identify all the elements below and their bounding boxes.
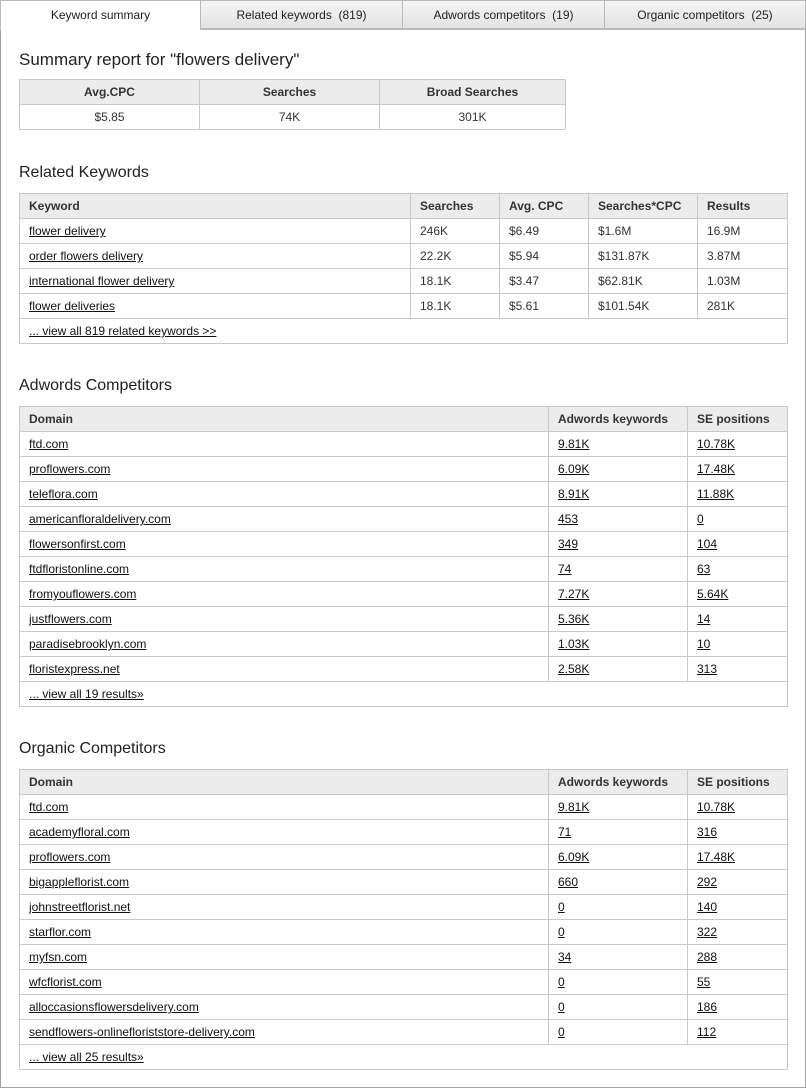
column-header: Searches — [411, 194, 500, 219]
domain-link[interactable]: sendflowers-onlinefloriststore-delivery.com — [29, 1025, 255, 1039]
se-positions-cell — [688, 1020, 788, 1045]
se-positions-link[interactable]: 63 — [697, 562, 711, 576]
domain-cell — [20, 920, 549, 945]
table-row — [20, 895, 788, 920]
se-positions-link[interactable]: 292 — [697, 875, 718, 889]
se-positions-cell — [688, 632, 788, 657]
tab-related-keywords[interactable]: Related keywords (819) — [200, 0, 403, 29]
se-positions-link[interactable]: 0 — [697, 512, 704, 526]
domain-cell — [20, 607, 549, 632]
adwords-keywords-cell — [549, 920, 688, 945]
se-positions-link[interactable]: 14 — [697, 612, 711, 626]
table-row — [20, 970, 788, 995]
se-positions-cell — [688, 995, 788, 1020]
table-row — [20, 105, 566, 130]
domain-cell — [20, 457, 549, 482]
avg-cpc-value: $5.85 — [20, 105, 200, 130]
domain-link[interactable]: johnstreetflorist.net — [29, 900, 131, 914]
adwords-keywords-link[interactable]: 0 — [558, 925, 565, 939]
searches-value: 74K — [200, 105, 380, 130]
adwords-keywords-cell — [549, 457, 688, 482]
column-header: Results — [698, 194, 788, 219]
keyword-cell — [20, 244, 411, 269]
domain-cell — [20, 945, 549, 970]
organic-competitors-table — [19, 769, 788, 1070]
table-row — [20, 482, 788, 507]
domain-cell — [20, 870, 549, 895]
se-positions-cell — [688, 945, 788, 970]
keyword-link[interactable]: flower delivery — [29, 224, 106, 238]
searches-cpc-cell: $62.81K — [589, 269, 698, 294]
adwords-keywords-link[interactable]: 9.81K — [558, 800, 590, 814]
adwords-keywords-cell — [549, 507, 688, 532]
adwords-keywords-cell — [549, 432, 688, 457]
adwords-keywords-link[interactable]: 0 — [558, 1000, 565, 1014]
table-row — [20, 945, 788, 970]
related-keywords-title: Related Keywords — [19, 164, 149, 181]
broad-searches-value: 301K — [380, 105, 566, 130]
table-row — [20, 845, 788, 870]
column-header: Broad Searches — [380, 80, 566, 105]
domain-link[interactable]: ftd.com — [29, 437, 69, 451]
adwords-keywords-link[interactable]: 74 — [558, 562, 572, 576]
se-positions-link[interactable]: 17.48K — [697, 462, 736, 476]
domain-link[interactable]: bigappleflorist.com — [29, 875, 130, 889]
domain-link[interactable]: proflowers.com — [29, 850, 111, 864]
domain-cell — [20, 532, 549, 557]
se-positions-cell — [688, 532, 788, 557]
table-header-row — [20, 194, 788, 219]
searches-cell: 18.1K — [411, 269, 500, 294]
se-positions-link[interactable]: 288 — [697, 950, 718, 964]
results-cell: 1.03M — [698, 269, 788, 294]
se-positions-cell — [688, 507, 788, 532]
table-row — [20, 269, 788, 294]
results-cell: 281K — [698, 294, 788, 319]
adwords-keywords-cell — [549, 845, 688, 870]
se-positions-link[interactable]: 316 — [697, 825, 718, 839]
table-row — [20, 294, 788, 319]
se-positions-link[interactable]: 11.88K — [697, 487, 735, 501]
domain-cell — [20, 1020, 549, 1045]
table-row — [20, 870, 788, 895]
domain-cell — [20, 657, 549, 682]
adwords-keywords-cell — [549, 532, 688, 557]
se-positions-link[interactable]: 322 — [697, 925, 718, 939]
domain-cell — [20, 895, 549, 920]
table-footer-row — [20, 1045, 788, 1070]
adwords-keywords-cell — [549, 945, 688, 970]
se-positions-cell — [688, 820, 788, 845]
avg-cpc-cell: $3.47 — [500, 269, 589, 294]
adwords-keywords-link[interactable]: 1.03K — [558, 637, 590, 651]
domain-link[interactable]: americanfloraldelivery.com — [29, 512, 171, 526]
adwords-keywords-cell — [549, 870, 688, 895]
table-row — [20, 820, 788, 845]
avg-cpc-cell: $5.94 — [500, 244, 589, 269]
table-row — [20, 607, 788, 632]
se-positions-cell — [688, 582, 788, 607]
adwords-keywords-link[interactable]: 34 — [558, 950, 572, 964]
keyword-link[interactable]: flower deliveries — [29, 299, 116, 313]
adwords-keywords-link[interactable]: 5.36K — [558, 612, 590, 626]
table-row — [20, 219, 788, 244]
domain-cell — [20, 820, 549, 845]
domain-cell — [20, 507, 549, 532]
summary-title: Summary report for "flowers delivery" — [19, 50, 300, 69]
adwords-keywords-cell — [549, 557, 688, 582]
domain-cell — [20, 845, 549, 870]
se-positions-link[interactable]: 186 — [697, 1000, 718, 1014]
adwords-keywords-link[interactable]: 0 — [558, 975, 565, 989]
domain-link[interactable]: starflor.com — [29, 925, 92, 939]
se-positions-cell — [688, 970, 788, 995]
results-cell: 16.9M — [698, 219, 788, 244]
searches-cell: 22.2K — [411, 244, 500, 269]
domain-link[interactable]: flowersonfirst.com — [29, 537, 126, 551]
column-header: Adwords keywords — [549, 770, 688, 795]
se-positions-cell — [688, 657, 788, 682]
keyword-link[interactable]: order flowers delivery — [29, 249, 144, 263]
table-row — [20, 657, 788, 682]
domain-link[interactable]: ftdfloristonline.com — [29, 562, 130, 576]
domain-link[interactable]: alloccasionsflowersdelivery.com — [29, 1000, 199, 1014]
se-positions-link[interactable]: 10.78K — [697, 437, 736, 451]
adwords-keywords-cell — [549, 632, 688, 657]
adwords-competitors-table — [19, 406, 788, 707]
adwords-keywords-cell — [549, 995, 688, 1020]
se-positions-link[interactable]: 10 — [697, 637, 711, 651]
domain-link[interactable]: ftd.com — [29, 800, 69, 814]
domain-link[interactable]: paradisebrooklyn.com — [29, 637, 147, 651]
domain-link[interactable]: justflowers.com — [29, 612, 112, 626]
domain-link[interactable]: myfsn.com — [29, 950, 88, 964]
keyword-cell — [20, 269, 411, 294]
table-row — [20, 795, 788, 820]
adwords-keywords-cell — [549, 482, 688, 507]
adwords-keywords-link[interactable]: 0 — [558, 900, 565, 914]
se-positions-cell — [688, 607, 788, 632]
domain-cell — [20, 970, 549, 995]
adwords-keywords-cell — [549, 582, 688, 607]
adwords-keywords-cell — [549, 895, 688, 920]
view-all-related-keywords-link[interactable]: ... view all 819 related keywords >> — [29, 324, 217, 338]
adwords-keywords-link[interactable]: 0 — [558, 1025, 565, 1039]
column-header: Adwords keywords — [549, 407, 688, 432]
adwords-keywords-link[interactable]: 349 — [558, 537, 579, 551]
searches-cpc-cell: $101.54K — [589, 294, 698, 319]
table-footer-row — [20, 682, 788, 707]
adwords-keywords-link[interactable]: 7.27K — [558, 587, 590, 601]
column-header: Domain — [20, 770, 549, 795]
domain-cell — [20, 482, 549, 507]
adwords-keywords-cell — [549, 795, 688, 820]
domain-link[interactable]: academyfloral.com — [29, 825, 130, 839]
se-positions-cell — [688, 895, 788, 920]
adwords-keywords-link[interactable]: 660 — [558, 875, 579, 889]
adwords-keywords-cell — [549, 607, 688, 632]
table-row — [20, 507, 788, 532]
domain-cell — [20, 432, 549, 457]
domain-cell — [20, 557, 549, 582]
domain-cell — [20, 582, 549, 607]
adwords-competitors-title: Adwords Competitors — [19, 377, 172, 394]
avg-cpc-cell: $6.49 — [500, 219, 589, 244]
domain-cell — [20, 632, 549, 657]
se-positions-cell — [688, 557, 788, 582]
table-row — [20, 632, 788, 657]
domain-link[interactable]: floristexpress.net — [29, 662, 120, 676]
keyword-cell — [20, 294, 411, 319]
column-header: Searches*CPC — [589, 194, 698, 219]
tab-keyword-summary[interactable]: Keyword summary — [0, 0, 201, 30]
tab-organic-competitors[interactable]: Organic competitors (25) — [604, 0, 806, 29]
results-cell: 3.87M — [698, 244, 788, 269]
column-header: SE positions — [688, 770, 788, 795]
table-row — [20, 995, 788, 1020]
se-positions-link[interactable]: 10.78K — [697, 800, 736, 814]
adwords-keywords-cell — [549, 1020, 688, 1045]
tab-bar — [0, 0, 806, 30]
keyword-cell — [20, 219, 411, 244]
adwords-keywords-link[interactable]: 71 — [558, 825, 572, 839]
avg-cpc-cell: $5.61 — [500, 294, 589, 319]
table-row — [20, 432, 788, 457]
view-all-organic-results-link[interactable]: ... view all 25 results» — [29, 1050, 144, 1064]
table-row — [20, 532, 788, 557]
table-row — [20, 244, 788, 269]
adwords-keywords-link[interactable]: 453 — [558, 512, 579, 526]
searches-cell: 18.1K — [411, 294, 500, 319]
se-positions-link[interactable]: 140 — [697, 900, 718, 914]
keyword-link[interactable]: international flower delivery — [29, 274, 175, 288]
column-header: Domain — [20, 407, 549, 432]
table-row — [20, 1020, 788, 1045]
se-positions-cell — [688, 920, 788, 945]
se-positions-link[interactable]: 112 — [697, 1025, 717, 1039]
table-row — [20, 457, 788, 482]
adwords-keywords-cell — [549, 657, 688, 682]
adwords-keywords-link[interactable]: 6.09K — [558, 850, 590, 864]
summary-table — [19, 79, 566, 130]
domain-cell — [20, 795, 549, 820]
tab-divider — [200, 29, 806, 30]
column-header: Avg. CPC — [500, 194, 589, 219]
searches-cpc-cell: $131.87K — [589, 244, 698, 269]
column-header: SE positions — [688, 407, 788, 432]
adwords-keywords-link[interactable]: 6.09K — [558, 462, 590, 476]
domain-link[interactable]: wfcflorist.com — [29, 975, 102, 989]
table-header-row — [20, 80, 566, 105]
adwords-keywords-link[interactable]: 8.91K — [558, 487, 590, 501]
se-positions-link[interactable]: 104 — [697, 537, 718, 551]
domain-link[interactable]: proflowers.com — [29, 462, 111, 476]
domain-link[interactable]: teleflora.com — [29, 487, 98, 501]
column-header: Keyword — [20, 194, 411, 219]
searches-cell: 246K — [411, 219, 500, 244]
domain-link[interactable]: fromyouflowers.com — [29, 587, 137, 601]
organic-competitors-title: Organic Competitors — [19, 740, 166, 757]
se-positions-cell — [688, 870, 788, 895]
table-header-row — [20, 407, 788, 432]
tab-adwords-competitors[interactable]: Adwords competitors (19) — [402, 0, 605, 29]
se-positions-link[interactable]: 5.64K — [697, 587, 729, 601]
view-all-adwords-results-link[interactable]: ... view all 19 results» — [29, 687, 144, 701]
se-positions-cell — [688, 457, 788, 482]
table-row — [20, 557, 788, 582]
se-positions-cell — [688, 482, 788, 507]
adwords-keywords-cell — [549, 970, 688, 995]
se-positions-cell — [688, 795, 788, 820]
adwords-keywords-link[interactable]: 2.58K — [558, 662, 590, 676]
table-row — [20, 920, 788, 945]
se-positions-cell — [688, 432, 788, 457]
searches-cpc-cell: $1.6M — [589, 219, 698, 244]
domain-cell — [20, 995, 549, 1020]
column-header: Searches — [200, 80, 380, 105]
table-footer-row — [20, 319, 788, 344]
related-keywords-table — [19, 193, 788, 344]
se-positions-cell — [688, 845, 788, 870]
se-positions-link[interactable]: 17.48K — [697, 850, 736, 864]
se-positions-link[interactable]: 55 — [697, 975, 711, 989]
se-positions-link[interactable]: 313 — [697, 662, 718, 676]
adwords-keywords-cell — [549, 820, 688, 845]
column-header: Avg.CPC — [20, 80, 200, 105]
table-row — [20, 582, 788, 607]
table-header-row — [20, 770, 788, 795]
adwords-keywords-link[interactable]: 9.81K — [558, 437, 590, 451]
